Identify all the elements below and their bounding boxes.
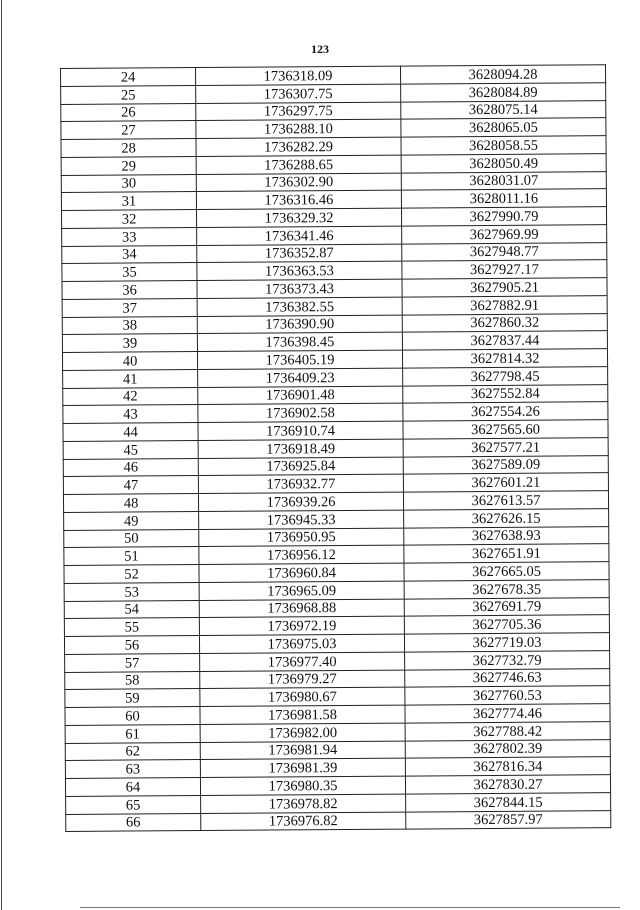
x-coordinate-cell: 1736288.65: [196, 155, 401, 174]
y-coordinate-cell: 3627927.17: [402, 260, 607, 279]
y-coordinate-cell: 3627905.21: [402, 278, 607, 297]
point-number-cell: 39: [62, 334, 197, 353]
table-row: [66, 810, 611, 832]
x-coordinate-cell: 1736302.90: [196, 173, 401, 192]
point-number-cell: 36: [62, 281, 197, 300]
point-number-cell: 64: [65, 778, 200, 797]
y-coordinate-cell: 3627814.32: [402, 349, 607, 368]
y-coordinate-cell: 3627719.03: [404, 633, 609, 652]
y-coordinate-cell: 3627760.53: [405, 686, 610, 705]
y-coordinate-cell: 3627589.09: [403, 455, 608, 474]
x-coordinate-cell: 1736329.32: [196, 208, 401, 227]
y-coordinate-cell: 3627638.93: [404, 526, 609, 545]
point-number-cell: 40: [62, 352, 197, 371]
point-number-cell: 32: [61, 210, 196, 229]
x-coordinate-cell: 1736918.49: [198, 439, 403, 458]
point-number-cell: 27: [61, 121, 196, 140]
x-coordinate-cell: 1736981.94: [200, 741, 405, 760]
point-number-cell: 47: [63, 476, 198, 495]
x-coordinate-cell: 1736960.84: [199, 563, 404, 582]
point-number-cell: 54: [64, 600, 199, 619]
x-coordinate-cell: 1736902.58: [198, 403, 403, 422]
y-coordinate-cell: 3627552.84: [403, 384, 608, 403]
x-coordinate-cell: 1736975.03: [199, 634, 404, 653]
x-coordinate-cell: 1736373.43: [197, 279, 402, 298]
point-number-cell: 63: [65, 760, 200, 779]
y-coordinate-cell: 3627691.79: [404, 597, 609, 616]
y-coordinate-cell: 3628094.28: [400, 65, 605, 84]
x-coordinate-cell: 1736979.27: [200, 670, 405, 689]
y-coordinate-cell: 3627969.99: [402, 224, 607, 243]
x-coordinate-cell: 1736981.58: [200, 705, 405, 724]
x-coordinate-cell: 1736288.10: [196, 119, 401, 138]
point-number-cell: 42: [63, 387, 198, 406]
point-number-cell: 57: [65, 653, 200, 672]
point-number-cell: 24: [61, 68, 196, 87]
point-number-cell: 50: [64, 529, 199, 548]
x-coordinate-cell: 1736939.26: [198, 492, 403, 511]
y-coordinate-cell: 3627844.15: [406, 792, 611, 811]
x-coordinate-cell: 1736950.95: [199, 528, 404, 547]
coordinates-table-body: [61, 65, 611, 832]
point-number-cell: 62: [65, 742, 200, 761]
y-coordinate-cell: 3628031.07: [401, 171, 606, 190]
page-number: 123: [311, 42, 329, 56]
point-number-cell: 66: [66, 813, 201, 832]
x-coordinate-cell: 1736382.55: [197, 297, 402, 316]
point-number-cell: 59: [65, 689, 200, 708]
x-coordinate-cell: 1736297.75: [196, 102, 401, 121]
point-number-cell: 31: [61, 192, 196, 211]
x-coordinate-cell: 1736981.39: [200, 758, 405, 777]
y-coordinate-cell: 3627860.32: [402, 313, 607, 332]
point-number-cell: 48: [63, 494, 198, 513]
x-coordinate-cell: 1736409.23: [198, 368, 403, 387]
y-coordinate-cell: 3628075.14: [401, 100, 606, 119]
point-number-cell: 44: [63, 423, 198, 442]
x-coordinate-cell: 1736977.40: [200, 652, 405, 671]
point-number-cell: 46: [63, 458, 198, 477]
y-coordinate-cell: 3627601.21: [403, 473, 608, 492]
point-number-cell: 25: [61, 85, 196, 104]
y-coordinate-cell: 3627565.60: [403, 420, 608, 439]
point-number-cell: 41: [63, 369, 198, 388]
x-coordinate-cell: 1736956.12: [199, 545, 404, 564]
y-coordinate-cell: 3627732.79: [405, 650, 610, 669]
y-coordinate-cell: 3627613.57: [403, 491, 608, 510]
y-coordinate-cell: 3627882.91: [402, 295, 607, 314]
y-coordinate-cell: 3627678.35: [404, 579, 609, 598]
y-coordinate-cell: 3628065.05: [401, 118, 606, 137]
point-number-cell: 43: [63, 405, 198, 424]
point-number-cell: 26: [61, 103, 196, 122]
y-coordinate-cell: 3627857.97: [406, 810, 611, 829]
point-number-cell: 65: [66, 795, 201, 814]
x-coordinate-cell: 1736398.45: [197, 332, 402, 351]
x-coordinate-cell: 1736316.46: [196, 190, 401, 209]
x-coordinate-cell: 1736980.67: [200, 687, 405, 706]
y-coordinate-cell: 3627554.26: [403, 402, 608, 421]
scan-edge-left: [1, 0, 2, 910]
y-coordinate-cell: 3627746.63: [405, 668, 610, 687]
point-number-cell: 51: [64, 547, 199, 566]
x-coordinate-cell: 1736932.77: [198, 474, 403, 493]
point-number-cell: 29: [61, 156, 196, 175]
x-coordinate-cell: 1736976.82: [201, 812, 406, 831]
point-number-cell: 33: [62, 227, 197, 246]
x-coordinate-cell: 1736363.53: [197, 261, 402, 280]
y-coordinate-cell: 3627830.27: [405, 775, 610, 794]
x-coordinate-cell: 1736390.90: [197, 315, 402, 334]
y-coordinate-cell: 3627837.44: [402, 331, 607, 350]
point-number-cell: 58: [65, 671, 200, 690]
point-number-cell: 30: [61, 174, 196, 193]
x-coordinate-cell: 1736341.46: [197, 226, 402, 245]
point-number-cell: 60: [65, 707, 200, 726]
x-coordinate-cell: 1736982.00: [200, 723, 405, 742]
x-coordinate-cell: 1736910.74: [198, 421, 403, 440]
x-coordinate-cell: 1736318.09: [196, 66, 401, 85]
x-coordinate-cell: 1736282.29: [196, 137, 401, 156]
point-number-cell: 45: [63, 440, 198, 459]
x-coordinate-cell: 1736945.33: [199, 510, 404, 529]
y-coordinate-cell: 3627788.42: [405, 721, 610, 740]
point-number-cell: 61: [65, 724, 200, 743]
y-coordinate-cell: 3627705.36: [404, 615, 609, 634]
y-coordinate-cell: 3627990.79: [401, 207, 606, 226]
point-number-cell: 56: [64, 636, 199, 655]
y-coordinate-cell: 3628084.89: [401, 82, 606, 101]
point-number-cell: 53: [64, 582, 199, 601]
x-coordinate-cell: 1736352.87: [197, 244, 402, 263]
y-coordinate-cell: 3628011.16: [401, 189, 606, 208]
x-coordinate-cell: 1736925.84: [198, 457, 403, 476]
x-coordinate-cell: 1736980.35: [200, 776, 405, 795]
point-number-cell: 28: [61, 139, 196, 158]
y-coordinate-cell: 3627577.21: [403, 437, 608, 456]
y-coordinate-cell: 3627665.05: [404, 562, 609, 581]
y-coordinate-cell: 3627774.46: [405, 704, 610, 723]
point-number-cell: 37: [62, 298, 197, 317]
coordinates-table: [60, 64, 611, 832]
x-coordinate-cell: 1736307.75: [196, 84, 401, 103]
x-coordinate-cell: 1736405.19: [197, 350, 402, 369]
y-coordinate-cell: 3627948.77: [402, 242, 607, 261]
y-coordinate-cell: 3628058.55: [401, 136, 606, 155]
x-coordinate-cell: 1736978.82: [201, 794, 406, 813]
x-coordinate-cell: 1736901.48: [198, 386, 403, 405]
x-coordinate-cell: 1736968.88: [199, 599, 404, 618]
point-number-cell: 34: [62, 245, 197, 264]
point-number-cell: 49: [64, 511, 199, 530]
point-number-cell: 38: [62, 316, 197, 335]
x-coordinate-cell: 1736972.19: [199, 616, 404, 635]
y-coordinate-cell: 3627651.91: [404, 544, 609, 563]
y-coordinate-cell: 3628050.49: [401, 153, 606, 172]
y-coordinate-cell: 3627798.45: [403, 366, 608, 385]
coordinates-table-wrap: [60, 64, 610, 832]
y-coordinate-cell: 3627816.34: [405, 757, 610, 776]
scan-edge-bottom: [80, 907, 620, 908]
point-number-cell: 35: [62, 263, 197, 282]
point-number-cell: 55: [64, 618, 199, 637]
x-coordinate-cell: 1736965.09: [199, 581, 404, 600]
point-number-cell: 52: [64, 565, 199, 584]
y-coordinate-cell: 3627802.39: [405, 739, 610, 758]
y-coordinate-cell: 3627626.15: [404, 508, 609, 527]
